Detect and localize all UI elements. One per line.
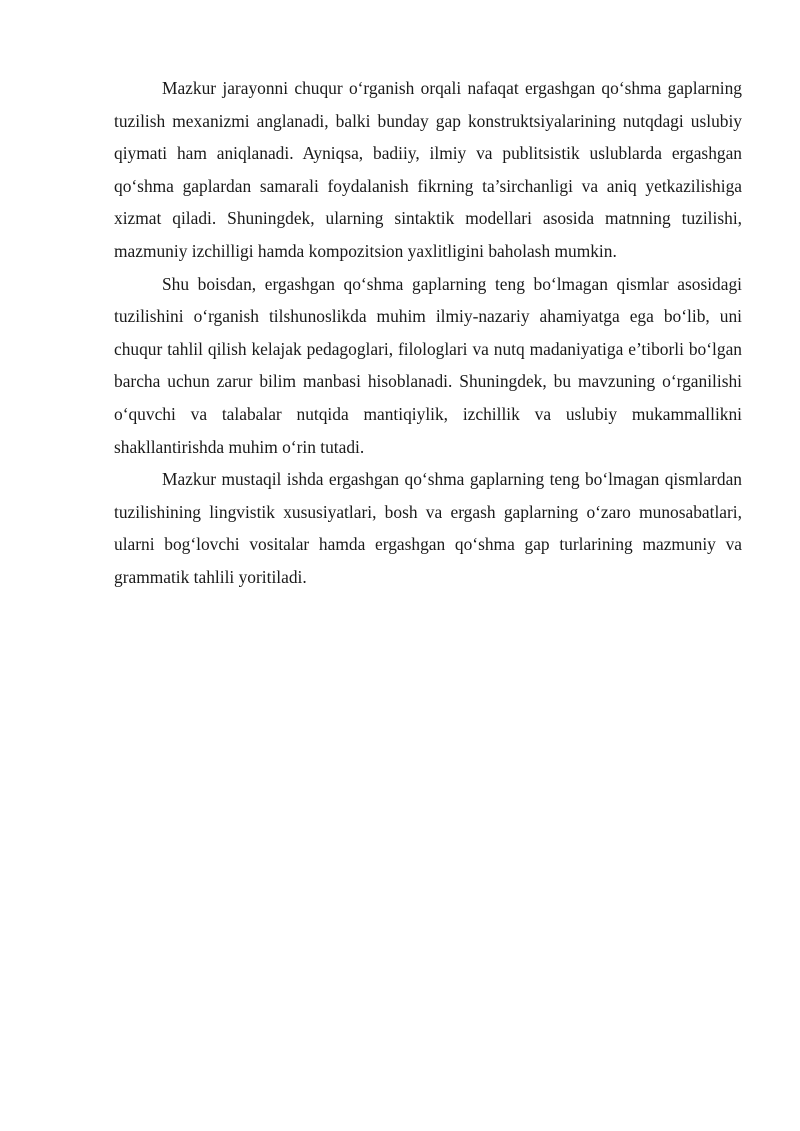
paragraph-1: Mazkur jarayonni chuqur o‘rganish orqali nafaqat ergashgan qo‘shma gaplarning tuzilish mexanizmi anglanadi, balki bunday gap konstruktsiyalarining nutqdagi uslubiy qiymati ham aniqlanadi. Ayniqsa, badiiy, ilmiy va publitsistik uslublarda ergashgan qo‘shma gaplardan samarali foydalanish fikrning ta’sirchanligi va aniq yetkazilishiga xizmat qiladi. Shuningdek, ularning sintaktik modellari asosida matnning tuzilishi, mazmuniy izchilligi hamda kompozitsion yaxlitligini baholash mumkin. <box>114 78 742 261</box>
paragraph-3: Mazkur mustaqil ishda ergashgan qo‘shma gaplarning teng bo‘lmagan qismlardan tuzilishining lingvistik xususiyatlari, bosh va ergash gaplarning o‘zaro munosabatlari, ularni bog‘lovchi vositalar hamda ergashgan qo‘shma gap turlarining mazmuniy va grammatik tahlili yoritiladi. <box>114 469 742 587</box>
paragraph-2: Shu boisdan, ergashgan qo‘shma gaplarning teng bo‘lmagan qismlar asosidagi tuzilishini o‘rganish tilshunoslikda muhim ilmiy-nazariy ahamiyatga ega bo‘lib, uni chuqur tahlil qilish kelajak pedagoglari, filologlari va nutq madaniyatiga e’tiborli bo‘lgan barcha uchun zarur bilim manbasi hisoblanadi. Shuningdek, bu mavzuning o‘rganilishi o‘quvchi va talabalar nutqida mantiqiylik, izchillik va uslubiy mukammallikni shakllantirishda muhim o‘rin tutadi. <box>114 273 742 457</box>
body-text <box>114 72 742 594</box>
